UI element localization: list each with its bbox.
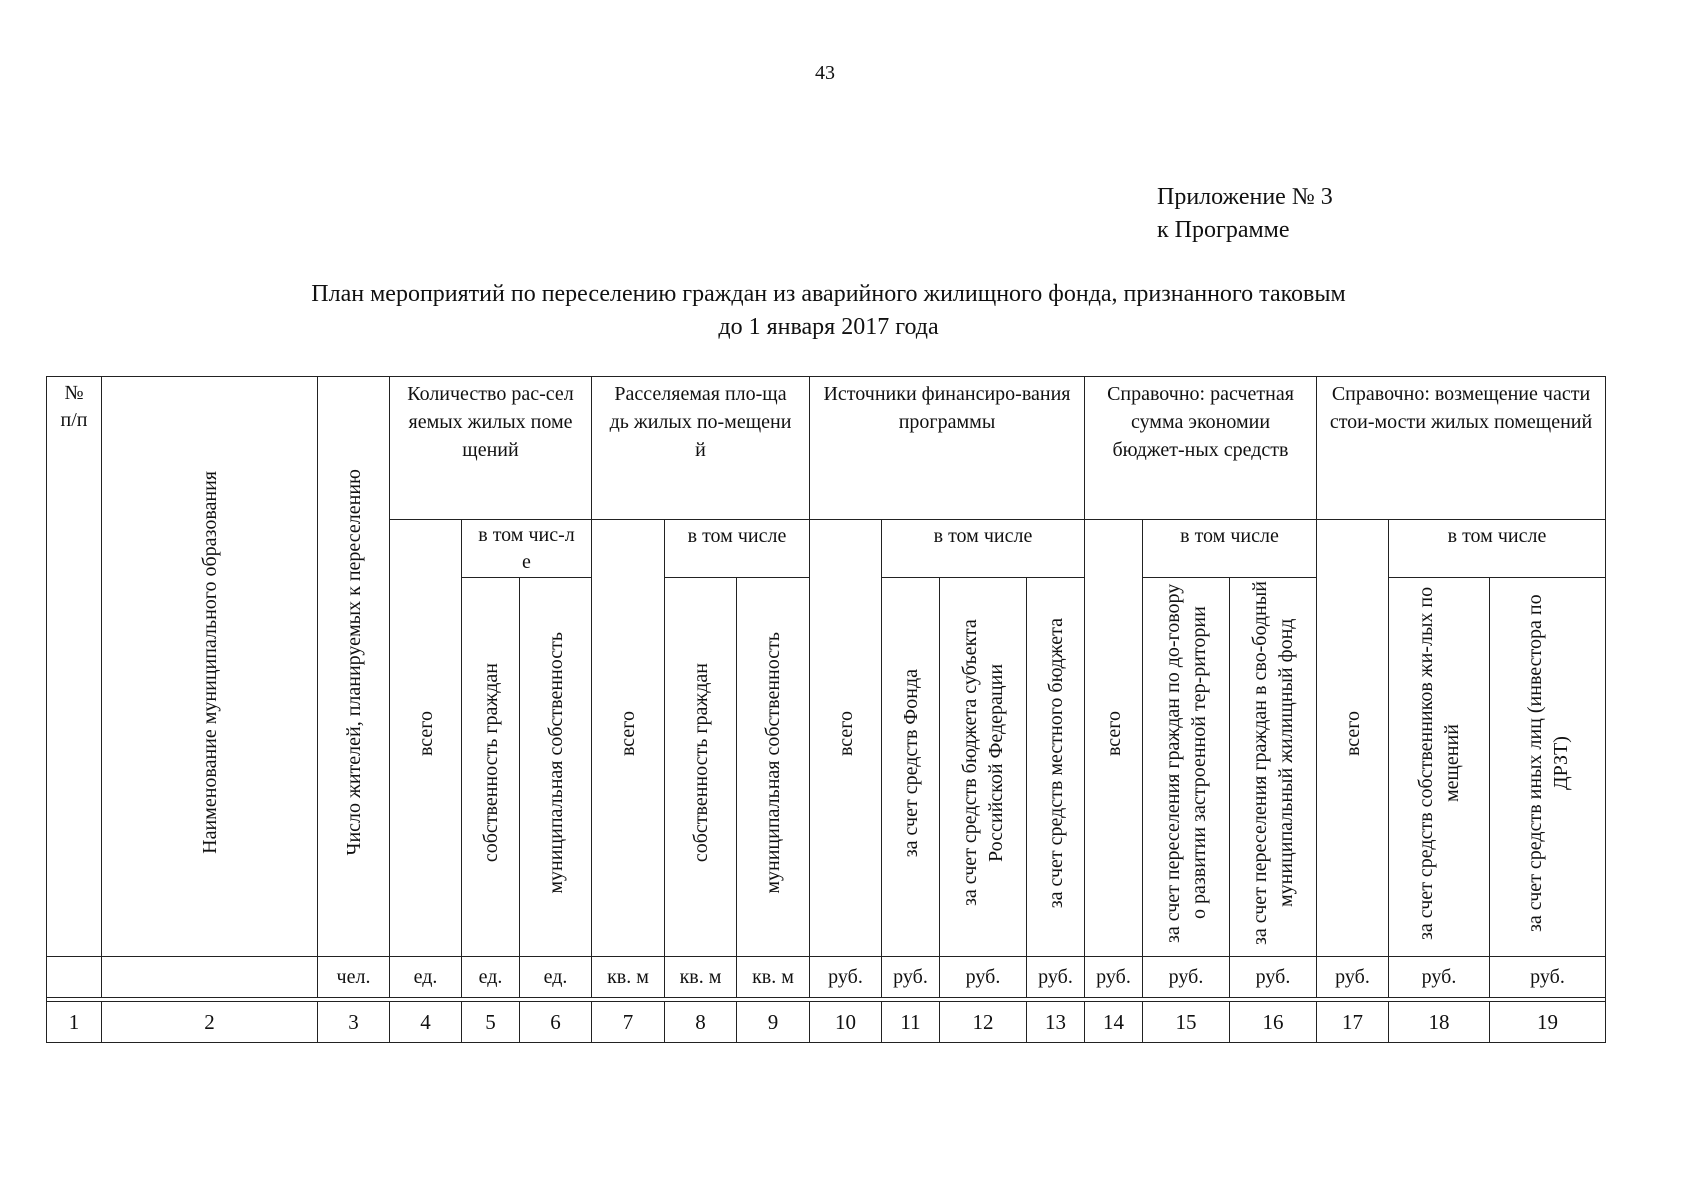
sources-including-header — [882, 520, 1085, 578]
compensation-investors-label: за счет средств иных лиц (инвестора по ДРЗТ) — [1523, 594, 1572, 932]
col-residents-header — [318, 377, 390, 957]
unit-cell-5: ед. — [462, 957, 520, 998]
area-municipal-header — [737, 578, 810, 957]
unit-cell-16: руб. — [1230, 957, 1317, 998]
col-num-cell: 15 — [1143, 1002, 1230, 1043]
compensation-investors-header — [1490, 578, 1606, 957]
title-line-1: План мероприятий по переселению граждан из аварийного жилищного фонда, признанного таковым — [311, 281, 1346, 307]
area-citizens-header — [665, 578, 737, 957]
rooms-total-label: всего — [414, 711, 437, 757]
area-citizens-label: собственность граждан — [689, 663, 712, 863]
group-area-label: Расселяемая пло-щадь жилых по-мещений — [609, 383, 792, 461]
rooms-total-header — [390, 520, 462, 957]
col-num-cell: 16 — [1230, 1002, 1317, 1043]
units-row — [47, 957, 1606, 998]
document-title — [0, 278, 1657, 344]
compensation-total-label: всего — [1341, 711, 1364, 757]
col-num-cell: 8 — [665, 1002, 737, 1043]
group-savings-header — [1085, 377, 1317, 520]
title-line-2: до 1 января 2017 года — [718, 314, 939, 340]
col-num-cell: 13 — [1027, 1002, 1085, 1043]
unit-cell-19: руб. — [1490, 957, 1606, 998]
col-num-cell: 12 — [940, 1002, 1027, 1043]
sources-total-label: всего — [834, 711, 857, 757]
unit-cell-10: руб. — [810, 957, 882, 998]
group-rooms-header — [390, 377, 592, 520]
appendix-line-2: к Программе — [1157, 217, 1290, 243]
unit-cell-4: ед. — [390, 957, 462, 998]
unit-cell-18: руб. — [1389, 957, 1490, 998]
rooms-including-label: в том чис-ле — [478, 524, 575, 573]
resettlement-plan-table — [46, 376, 1606, 1043]
col-num-cell: 3 — [318, 1002, 390, 1043]
rooms-municipal-label: муниципальная собственность — [544, 632, 567, 894]
savings-contract-header — [1143, 578, 1230, 957]
compensation-total-header — [1317, 520, 1389, 957]
unit-cell-3: чел. — [318, 957, 390, 998]
group-sources-header — [810, 377, 1085, 520]
unit-cell-11: руб. — [882, 957, 940, 998]
rooms-citizens-header — [462, 578, 520, 957]
sources-total-header — [810, 520, 882, 957]
unit-cell-6: ед. — [520, 957, 592, 998]
unit-cell-9: кв. м — [737, 957, 810, 998]
unit-cell-17: руб. — [1317, 957, 1389, 998]
unit-cell-7: кв. м — [592, 957, 665, 998]
col-num-cell: 7 — [592, 1002, 665, 1043]
unit-cell-14: руб. — [1085, 957, 1143, 998]
compensation-owners-label: за счет средств собственников жи-лых помещений — [1415, 586, 1463, 940]
sources-local-budget-header — [1027, 578, 1085, 957]
col-num-cell: 4 — [390, 1002, 462, 1043]
col-num-cell: 18 — [1389, 1002, 1490, 1043]
unit-cell-13: руб. — [1027, 957, 1085, 998]
unit-cell-15: руб. — [1143, 957, 1230, 998]
savings-including-label: в том числе — [1180, 525, 1279, 547]
col-num-cell: 6 — [520, 1002, 592, 1043]
group-sources-label: Источники финансиро-вания программы — [823, 383, 1071, 433]
group-compensation-label: Справочно: возмещение части стои-мости жилых помещений — [1329, 383, 1593, 433]
rooms-including-header — [462, 520, 592, 578]
savings-total-label: всего — [1102, 711, 1125, 757]
col-municipality-header — [102, 377, 318, 957]
area-including-label: в том числе — [687, 525, 787, 547]
col-num-cell: 14 — [1085, 1002, 1143, 1043]
group-savings-label: Справочно: расчетная сумма экономии бюджет-ных средств — [1107, 383, 1294, 461]
rooms-citizens-label: собственность граждан — [479, 663, 502, 863]
unit-cell-12: руб. — [940, 957, 1027, 998]
rooms-municipal-header — [520, 578, 592, 957]
compensation-owners-header — [1389, 578, 1490, 957]
savings-free-fund-label: за счет переселения граждан в сво-бодный муниципальный жилищный фонд — [1249, 581, 1297, 945]
header-row-groups — [47, 377, 1606, 520]
col-num-cell: 1 — [47, 1002, 102, 1043]
sources-fund-header — [882, 578, 940, 957]
col-num-cell: 19 — [1490, 1002, 1606, 1043]
savings-including-header — [1143, 520, 1317, 578]
sources-local-budget-label: за счет средств местного бюджета — [1044, 617, 1067, 909]
area-municipal-label: муниципальная собственность — [762, 632, 784, 894]
unit-cell-1 — [47, 957, 102, 998]
savings-contract-label: за счет переселения граждан по до-говору о развитии застроенной тер-ритории — [1162, 583, 1210, 943]
area-including-header — [665, 520, 810, 578]
area-total-label: всего — [617, 711, 639, 757]
col-num-cell: 10 — [810, 1002, 882, 1043]
sources-including-label: в том числе — [933, 525, 1033, 547]
col-num-cell: 17 — [1317, 1002, 1389, 1043]
col-residents-label: Число жителей, планируемых к переселению — [342, 469, 365, 856]
unit-cell-2 — [102, 957, 318, 998]
area-total-header — [592, 520, 665, 957]
col-number-header — [47, 377, 102, 957]
col-number-label: № п/п — [60, 382, 88, 431]
compensation-including-label: в том числе — [1447, 525, 1547, 547]
appendix-line-1: Приложение № 3 — [1157, 184, 1333, 210]
col-municipality-label: Наименование муниципального образования — [198, 471, 221, 854]
savings-free-fund-header — [1230, 578, 1317, 957]
group-rooms-label: Количество рас-селяемых жилых помещений — [407, 383, 574, 461]
unit-cell-8: кв. м — [665, 957, 737, 998]
group-compensation-header — [1317, 377, 1606, 520]
appendix-note — [1157, 181, 1333, 247]
col-num-cell: 5 — [462, 1002, 520, 1043]
col-num-cell: 11 — [882, 1002, 940, 1043]
column-numbers-row — [47, 1002, 1606, 1043]
page-number: 43 — [815, 62, 835, 84]
group-area-header — [592, 377, 810, 520]
col-num-cell: 9 — [737, 1002, 810, 1043]
compensation-including-header — [1389, 520, 1606, 578]
sources-fund-label: за счет средств Фонда — [899, 668, 922, 858]
sources-subject-budget-header — [940, 578, 1027, 957]
savings-total-header — [1085, 520, 1143, 957]
sources-subject-budget-label: за счет средств бюджета субъекта Российской Федерации — [959, 619, 1007, 907]
col-num-cell: 2 — [102, 1002, 318, 1043]
